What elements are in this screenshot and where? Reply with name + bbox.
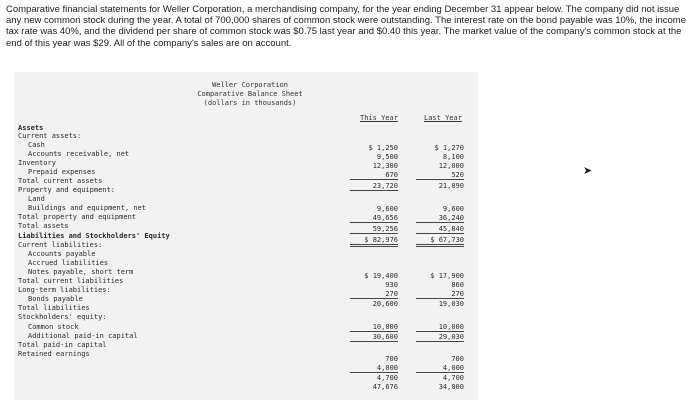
row-label-common-stock: Common stock	[28, 323, 79, 331]
value-this-accrued-liabilities: 930	[385, 281, 398, 289]
value-last-total-paid-in-capital: 4,700	[442, 374, 464, 382]
value-last-total-liabilities: 29,030	[416, 333, 464, 342]
value-last-total-current-assets: 21,890	[438, 182, 464, 190]
row-label-inventory: Inventory	[18, 159, 56, 167]
company-name: Weller Corporation	[212, 81, 288, 89]
value-this-total-paid-in-capital: 4,700	[376, 374, 398, 382]
value-this-total-current-assets: 23,720	[350, 182, 398, 191]
value-this-land: 9,600	[376, 205, 398, 213]
value-last-notes-payable: 270	[416, 290, 464, 299]
value-last-common-stock: 700	[451, 355, 464, 363]
value-this-common-stock: 700	[385, 355, 398, 363]
value-this-total-property-equipment: 59,256	[350, 225, 398, 234]
row-label-assets: Assets	[18, 124, 44, 132]
value-this-prepaid-expenses: 670	[350, 171, 398, 180]
row-label-total-current-assets: Total current assets	[18, 177, 103, 185]
value-this-notes-payable: 270	[350, 290, 398, 299]
row-label-buildings-equipment: Buildings and equipment, net	[28, 204, 147, 212]
row-label-current-assets: Current assets:	[18, 132, 82, 140]
value-last-accounts-receivable: 8,100	[442, 153, 464, 161]
value-this-cash: $ 1,250	[368, 144, 398, 152]
row-label-liabilities-equity: Liabilities and Stockholders' Equity	[18, 232, 170, 240]
row-label-total-property-equipment: Total property and equipment	[18, 213, 137, 221]
row-label-prepaid-expenses: Prepaid expenses	[28, 168, 96, 176]
value-last-prepaid-expenses: 520	[416, 171, 464, 180]
row-label-total-assets: Total assets	[18, 222, 69, 230]
row-label-accounts-payable: Accounts payable	[28, 250, 96, 258]
value-last-total-current-liabilities: 19,030	[438, 300, 464, 308]
row-label-stockholders-equity: Stockholders' equity:	[18, 313, 107, 321]
statement-title: Comparative Balance Sheet	[197, 90, 303, 98]
value-this-accounts-payable: $ 19,400	[364, 272, 398, 280]
value-last-total-property-equipment: 45,840	[416, 225, 464, 234]
value-this-total-assets: $ 82,976	[350, 236, 398, 247]
value-last-inventory: 12,000	[438, 162, 464, 170]
value-last-accrued-liabilities: 860	[451, 281, 464, 289]
value-last-cash: $ 1,270	[434, 144, 464, 152]
mouse-cursor-icon: ➤	[583, 165, 593, 177]
row-label-long-term-liabilities: Long-term liabilities:	[18, 286, 111, 294]
row-label-retained-earnings: Retained earnings	[18, 350, 90, 358]
value-last-additional-paid-in-capital: 4,000	[416, 364, 464, 373]
value-this-additional-paid-in-capital: 4,000	[350, 364, 398, 373]
row-label-accounts-receivable: Accounts receivable, net	[28, 150, 130, 158]
row-label-notes-payable: Notes payable, short term	[28, 268, 134, 276]
row-label-bonds-payable: Bonds payable	[28, 295, 83, 303]
value-last-accounts-payable: $ 17,900	[430, 272, 464, 280]
value-last-bonds-payable: 10,000	[416, 323, 464, 332]
row-label-accrued-liabilities: Accrued liabilities	[28, 259, 109, 267]
sheet-header	[150, 81, 350, 108]
balance-sheet	[14, 72, 478, 400]
column-header-this-year: This Year	[360, 114, 398, 122]
row-label-land: Land	[28, 195, 45, 203]
row-label-total-paid-in-capital: Total paid-in capital	[18, 341, 107, 349]
value-last-buildings-equipment: 36,240	[416, 214, 464, 223]
value-this-bonds-payable: 10,000	[350, 323, 398, 332]
row-label-total-current-liabilities: Total current liabilities	[18, 277, 124, 285]
value-this-accounts-receivable: 9,500	[376, 153, 398, 161]
column-header-last-year: Last Year	[424, 114, 462, 122]
value-last-land: 9,600	[442, 205, 464, 213]
value-this-total-current-liabilities: 20,600	[372, 300, 398, 308]
row-label-property-equipment: Property and equipment:	[18, 186, 115, 194]
value-this-retained-earnings: 47,676	[372, 383, 398, 391]
value-this-buildings-equipment: 49,656	[350, 214, 398, 223]
row-label-cash: Cash	[28, 141, 45, 149]
row-label-total-liabilities: Total liabilities	[18, 304, 90, 312]
row-label-current-liabilities: Current liabilities:	[18, 241, 103, 249]
problem-statement: Comparative financial statements for Weller Corporation, a merchandising company, for the year ending December 31 appear below. The company did not issue any new common stock during the year. A total of 700,000 shares of common stock were outstanding. The interest rate on the bond payable was 10%, the income tax rate was 40%, and the dividend per share of common stock was $0.75 last year and $0.40 this year. The market value of the company's common stock at the end of this year was $29. All of the company's sales are on account.	[6, 4, 687, 49]
units-note: (dollars in thousands)	[203, 99, 297, 107]
row-label-additional-paid-in-capital: Additional paid-in capital	[28, 332, 138, 340]
value-last-total-assets: $ 67,730	[416, 236, 464, 247]
value-last-retained-earnings: 34,000	[438, 383, 464, 391]
value-this-total-liabilities: 30,600	[350, 333, 398, 342]
value-this-inventory: 12,300	[372, 162, 398, 170]
